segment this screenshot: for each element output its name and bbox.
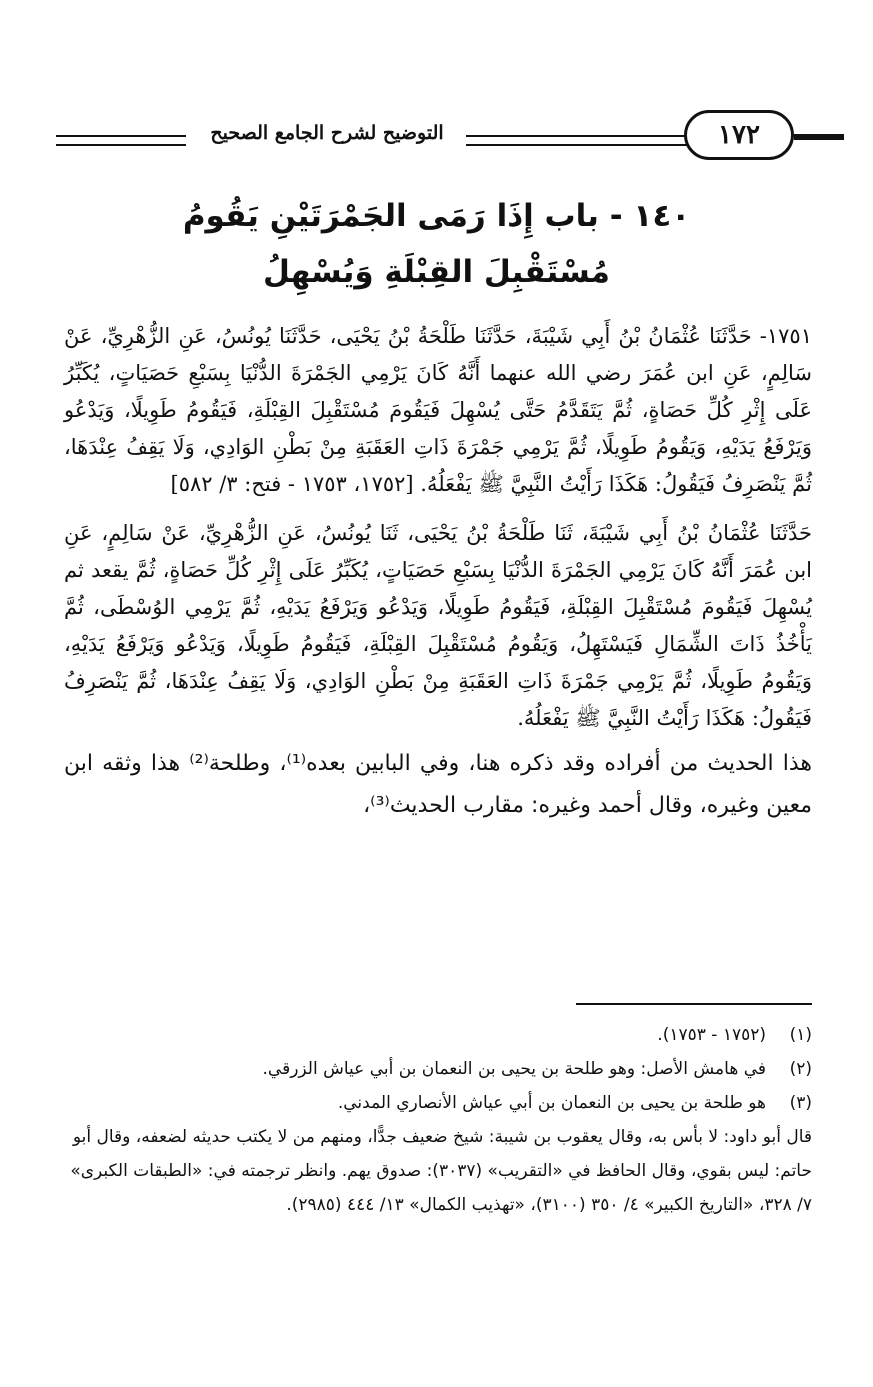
footnote-3-continuation: قال أبو داود: لا بأس به، وقال يعقوب بن شيبة: شيخ ضعيف جدًّا، ومنهم من لا يكتب حديثه لضعفه، وقال أبو حاتم: ليس بقوي، وقال الحافظ في «التقريب» (٣٠٣٧): صدوق يهم. وانظر ترجمته في: «الطبقات الكبرى» ٧/ ٣٢٨، «التاريخ الكبير» ٤/ ٣٥٠ (٣١٠٠)، «تهذيب الكمال» ١٣/ ٤٤٤ (٢٩٨٥). — [70, 1127, 812, 1215]
footnote-number: (٢) — [789, 1059, 812, 1079]
main-text — [64, 318, 812, 827]
footnote-text: هو طلحة بن يحيى بن النعمان بن أبي عياش الأنصاري المدني. — [337, 1093, 766, 1113]
hadith-1751: ١٧٥١- حَدَّثَنَا عُثْمَانُ بْنُ أَبِي شَيْبَةَ، حَدَّثَنَا طَلْحَةُ بْنُ يَحْيَى، حَدَّثَنَا يُونُسُ، عَنِ الزُّهْرِيِّ، عَنْ سَالِمٍ، عَنِ ابن عُمَرَ رضي الله عنهما أَنَّهُ كَانَ يَرْمِي الجَمْرَةَ الدُّنْيَا بِسَبْعِ حَصَيَاتٍ، يُكَبِّرُ عَلَى إِثْرِ كُلِّ حَصَاةٍ، ثُمَّ يَتَقَدَّمُ حَتَّى يُسْهِلَ فَيَقُومَ مُسْتَقْبِلَ القِبْلَةِ، فَيَقُومُ طَوِيلًا، وَيَدْعُو وَيَرْفَعُ يَدَيْهِ، وَيَقُومُ طَوِيلًا، ثُمَّ يَرْمِي جَمْرَةَ ذَاتِ العَقَبَةِ مِنْ بَطْنِ الوَادِي، وَلَا يَقِفُ عِنْدَهَا، ثُمَّ يَنْصَرِفُ فَيَقُولُ: هَكَذَا رَأَيْتُ النَّبِيَّ ﷺ يَفْعَلُهُ. [١٧٥٢، ١٧٥٣ - فتح: ٣/ ٥٨٢] — [64, 324, 812, 496]
footnote-text: في هامش الأصل: وهو طلحة بن يحيى بن النعمان بن أبي عياش الزرقي. — [262, 1059, 766, 1079]
footnote-number: (١) — [789, 1025, 812, 1045]
running-title: التوضيح لشرح الجامع الصحيح — [210, 122, 444, 144]
footnote-separator — [576, 1003, 812, 1005]
footnote-3 — [64, 1086, 812, 1120]
footnote-text: (١٧٥٢ - ١٧٥٣). — [657, 1025, 766, 1045]
commentary-paragraph: هذا الحديث من أفراده وقد ذكره هنا، وفي البابين بعده⁽¹⁾، وطلحة⁽²⁾ هذا وثقه ابن معين وغيره، وقال أحمد وغيره: مقارب الحديث⁽³⁾، — [64, 751, 812, 818]
chapter-title — [60, 188, 813, 300]
hadith-variant: حَدَّثَنَا عُثْمَانُ بْنُ أَبِي شَيْبَةَ، ثَنَا طَلْحَةُ بْنُ يَحْيَى، ثَنَا يُونُسُ، عَنِ الزُّهْرِيِّ، عَنْ سَالِمٍ، عَنِ ابن عُمَرَ أَنَّهُ كَانَ يَرْمِي الجَمْرَةَ الدُّنْيَا بِسَبْعِ حَصَيَاتٍ، يُكَبِّرُ عَلَى إِثْرِ كُلِّ حَصَاةٍ، ثُمَّ يقعد ثم يُسْهِلَ فَيَقُومَ مُسْتَقْبِلَ القِبْلَةِ، فَيَقُومُ طَوِيلًا، وَيَدْعُو وَيَرْفَعُ يَدَيْهِ، ثُمَّ يَرْمِي الوُسْطَى، ثُمَّ يَأْخُذُ ذَاتَ الشِّمَالِ فَيَسْتَهِلُ، وَيَقُومُ مُسْتَقْبِلَ القِبْلَةِ، فَيَقُومُ طَوِيلًا، وَيَدْعُو وَيَرْفَعُ يَدَيْهِ، وَيَقُومُ طَوِيلًا، ثُمَّ يَرْمِي جَمْرَةَ ذَاتِ العَقَبَةِ مِنْ بَطْنِ الوَادِي، وَلَا يَقِفُ عِنْدَهَا، ثُمَّ يَنْصَرِفُ فَيَقُولُ: هَكَذَا رَأَيْتُ النَّبِيَّ ﷺ يَفْعَلُهُ. — [64, 521, 812, 730]
footnote-2 — [64, 1052, 812, 1086]
footnote-1 — [64, 1018, 812, 1052]
page-number: ١٧٢ — [684, 110, 794, 160]
footnotes — [64, 1018, 812, 1222]
chapter-title-line1: ١٤٠ - باب إِذَا رَمَى الجَمْرَتَيْنِ يَقُومُ — [182, 198, 691, 234]
header-rule-right — [794, 134, 844, 140]
footnote-number: (٣) — [789, 1093, 812, 1113]
header-rule-left — [56, 135, 186, 146]
chapter-title-line2: مُسْتَقْبِلَ القِبْلَةِ وَيُسْهِلُ — [263, 254, 610, 290]
page-header — [56, 110, 826, 168]
